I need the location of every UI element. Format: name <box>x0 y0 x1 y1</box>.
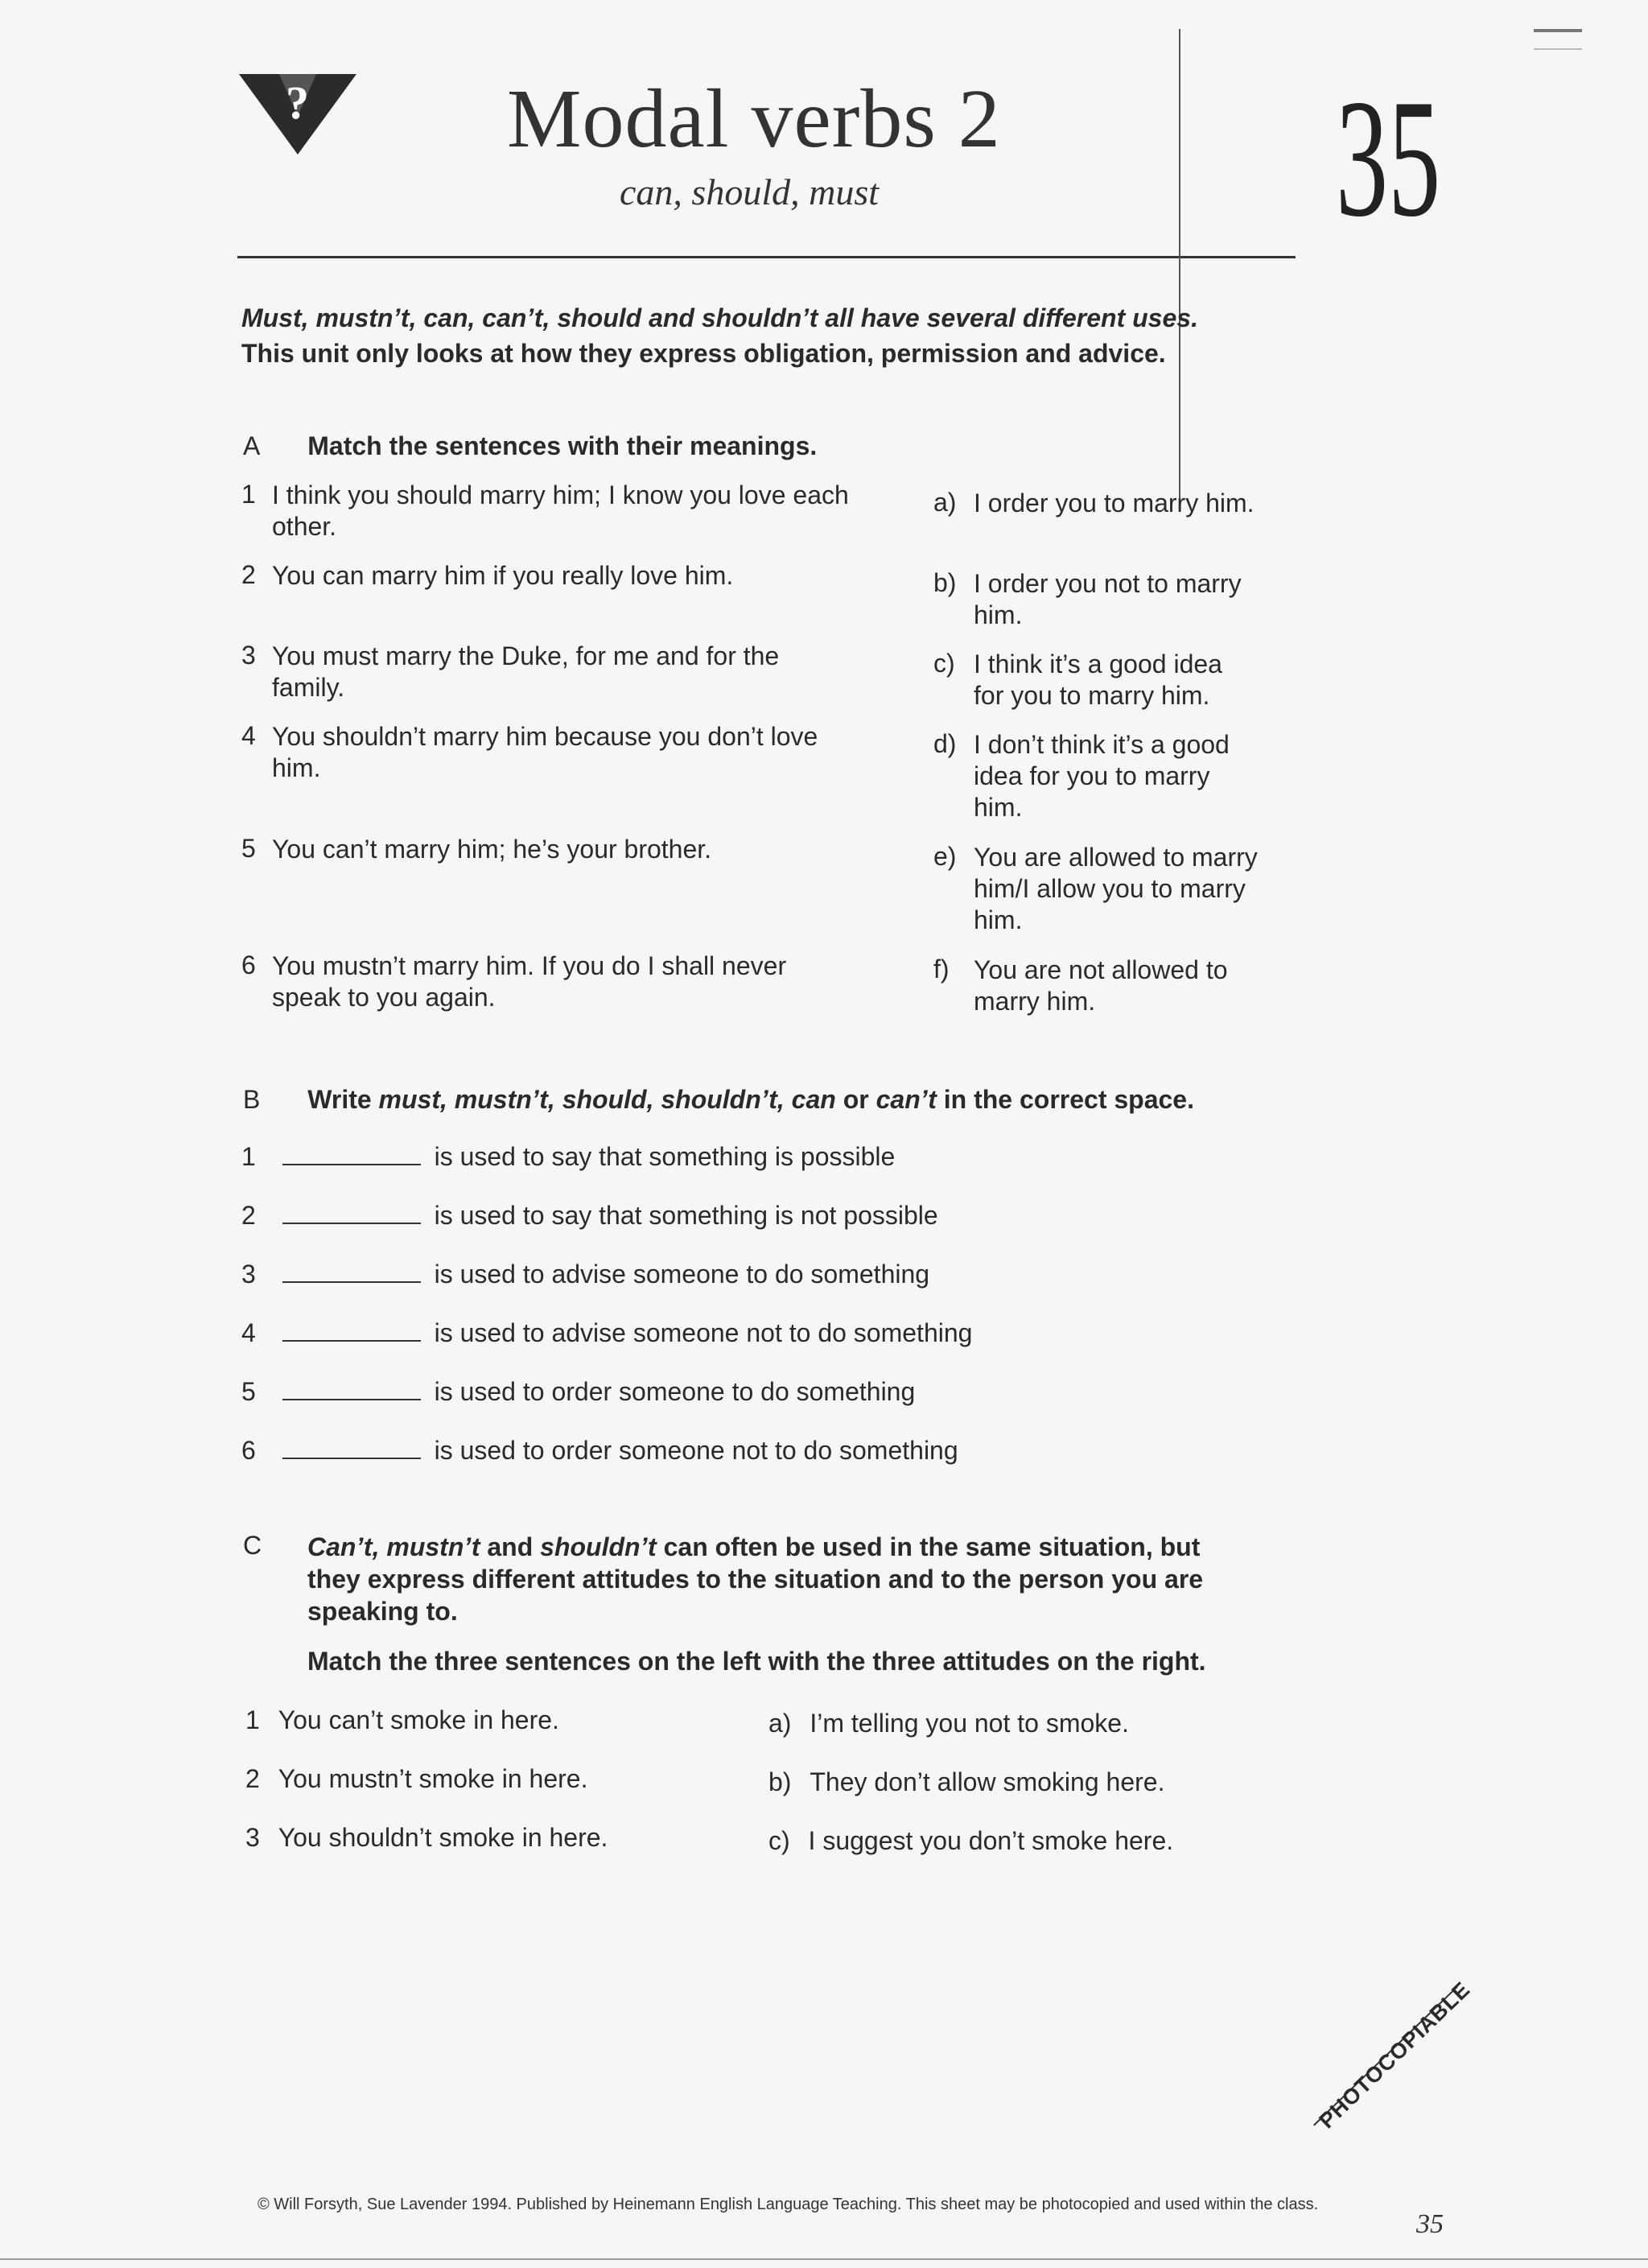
fill-item-6: 6 is used to order someone not to do something <box>241 1436 958 1465</box>
section-a-letter: A <box>243 431 261 460</box>
logo-question-mark: ? <box>286 76 309 129</box>
smoke-sentence-3: 3 You shouldn’t smoke in here. <box>245 1823 608 1852</box>
photocopiable-stamp: PHOTOCOPIABLE <box>1314 1977 1475 2134</box>
intro-line-1: Must, mustn’t, can, can’t, should and shouldn’t all have several different uses. <box>241 303 1198 332</box>
copyright-footer: © Will Forsyth, Sue Lavender 1994. Published by Heinemann English Language Teaching. This sheet may be photocopied and used within the class. <box>258 2196 1319 2213</box>
section-a-heading <box>243 431 817 461</box>
section-b-heading <box>243 1085 1194 1115</box>
section-b-instruction-end: in the correct space. <box>943 1085 1194 1114</box>
page-subtitle: can, should, must <box>620 171 879 212</box>
header-rule <box>237 256 1296 258</box>
unit-number: 35 <box>1336 65 1441 252</box>
question-logo <box>239 71 356 155</box>
intro-text <box>241 300 1304 371</box>
smoke-sentence-1: 1 You can’t smoke in here. <box>245 1705 559 1734</box>
answer-blank-6[interactable] <box>282 1438 421 1459</box>
answer-blank-5[interactable] <box>282 1379 421 1400</box>
answer-blank-4[interactable] <box>282 1321 421 1342</box>
attitude-b: b) They don’t allow smoking here. <box>768 1767 1165 1796</box>
answer-blank-2[interactable] <box>282 1203 421 1224</box>
section-c-letter: C <box>243 1531 262 1560</box>
fill-item-1: 1 is used to say that something is possible <box>241 1142 896 1171</box>
section-b-letter: B <box>243 1085 261 1114</box>
vertical-fold-line <box>1179 29 1180 512</box>
corner-mark-line <box>1534 48 1582 50</box>
page-bottom-edge <box>0 2258 1648 2260</box>
answer-blank-1[interactable] <box>282 1144 421 1165</box>
section-c-paragraph: Can’t, mustn’t and shouldn’t can often be used in the same situation, but they express different attitudes to the situation and to the person you are speaking to. Match the three sentences on the left with the three attitudes on the right. <box>307 1531 1289 1677</box>
section-b-instruction-or: or <box>843 1085 869 1114</box>
section-a-instruction: Match the sentences with their meanings. <box>307 431 818 460</box>
attitude-a: a) I’m telling you not to smoke. <box>768 1709 1129 1738</box>
intro-line-2: This unit only looks at how they express obligation, permission and advice. <box>241 339 1166 368</box>
fill-item-2: 2 is used to say that something is not possible <box>241 1201 938 1230</box>
answer-blank-3[interactable] <box>282 1262 421 1283</box>
fill-item-4: 4 is used to advise someone not to do something <box>241 1318 973 1347</box>
smoke-sentence-2: 2 You mustn’t smoke in here. <box>245 1764 588 1793</box>
section-b-instruction-modals: must, mustn’t, should, shouldn’t, can <box>378 1085 836 1114</box>
fill-item-5: 5 is used to order someone to do something <box>241 1377 916 1406</box>
section-b-instruction-write: Write <box>307 1085 372 1114</box>
attitude-c: c) I suggest you don’t smoke here. <box>768 1826 1174 1855</box>
fill-item-3: 3 is used to advise someone to do something <box>241 1260 930 1289</box>
section-b-instruction-cant: can’t <box>876 1085 937 1114</box>
page-title: Modal verbs 2 <box>507 72 1001 165</box>
corner-mark <box>1534 29 1582 32</box>
section-c-instruction: Match the three sentences on the left with the three attitudes on the right. <box>307 1647 1206 1676</box>
section-c-modals: Can’t, mustn’t <box>307 1532 480 1561</box>
handwritten-page-number: 35 <box>1416 2209 1444 2239</box>
